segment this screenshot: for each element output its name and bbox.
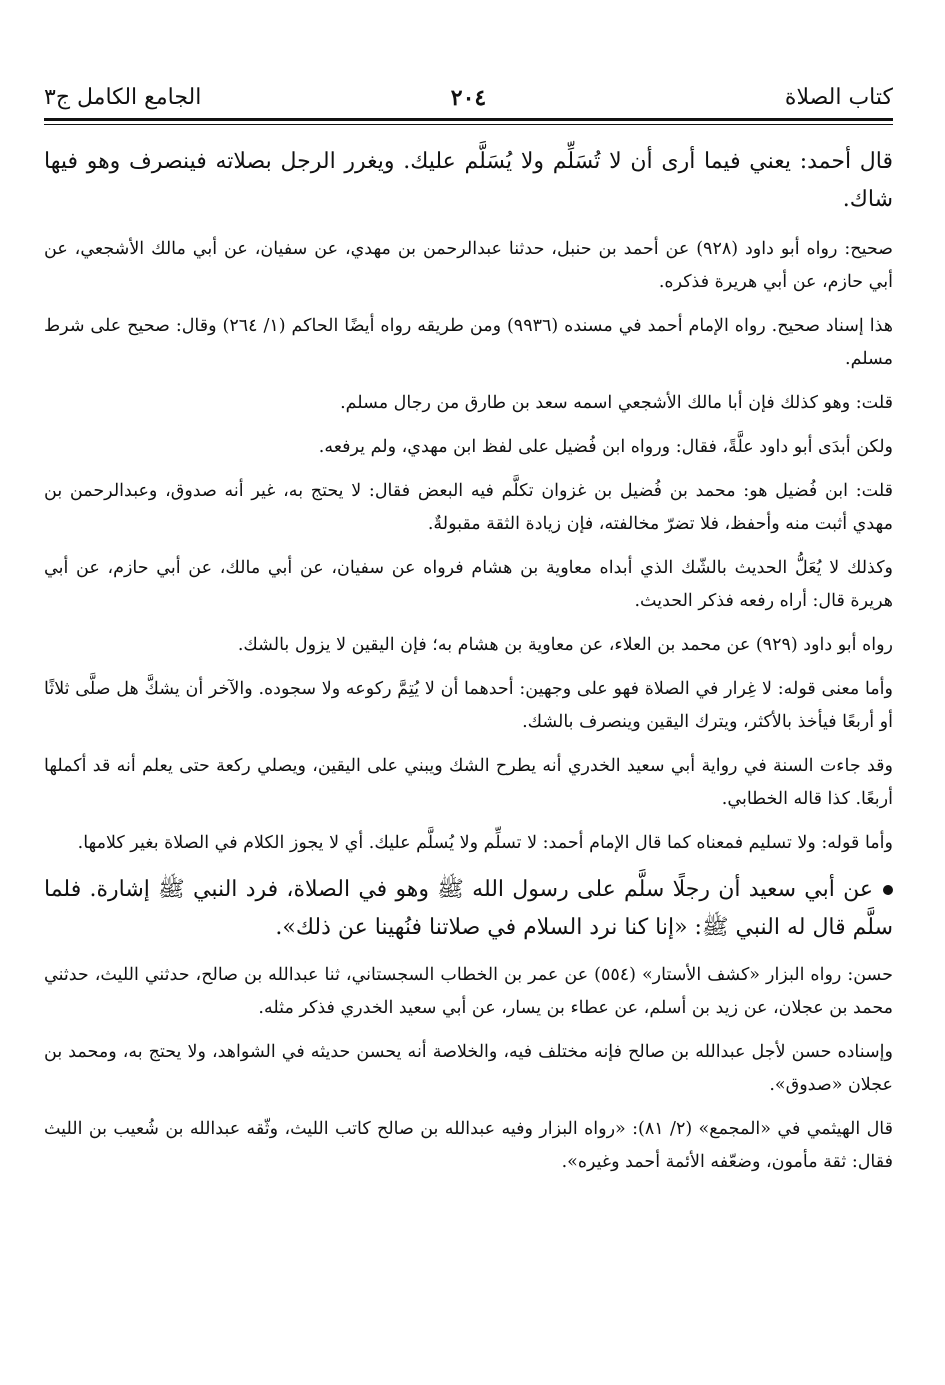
page-number: ٢٠٤ xyxy=(450,85,487,111)
paragraph-4: قلت: وهو كذلك فإن أبا مالك الأشجعي اسمه سعد بن طارق من رجال مسلم. xyxy=(340,393,893,413)
book-page xyxy=(44,78,893,1365)
paragraph-11: وأما قوله: ولا تسليم فمعناه كما قال الإمام أحمد: لا تسلِّم ولا يُسلَّم عليك. أي لا يجوز الكلام في الصلاة بغير كلامها. xyxy=(77,833,893,853)
paragraph-2: صحيح: رواه أبو داود (٩٢٨) عن أحمد بن حنبل، حدثنا عبدالرحمن بن مهدي، عن سفيان، عن أبي مالك الأشجعي، عن أبي حازم، عن أبي هريرة فذكره. xyxy=(44,239,893,292)
bullet-icon xyxy=(883,885,893,895)
paragraph-6: قلت: ابن فُضيل هو: محمد بن فُضيل بن غزوان تكلَّم فيه البعض فقال: لا يحتج به، غير أنه صدوق، وعبدالرحمن بن مهدي أثبت منه وأحفظ، فلا تضرّ مخالفته، فإن زيادة الثقة مقبولةٌ. xyxy=(44,481,893,534)
paragraph-7: وكذلك لا يُعَلُّ الحديث بالشّك الذي أبداه معاوية بن هشام فرواه عن سفيان، عن أبي مالك، عن أبي حازم، عن أبي هريرة قال: أراه رفعه فذكر الحديث. xyxy=(44,558,893,611)
book-title: الجامع الكامل ج٣ xyxy=(44,85,202,110)
paragraph-14: وإسناده حسن لأجل عبدالله بن صالح فإنه مختلف فيه، والخلاصة أنه يحسن حديثه في الشواهد، ولا يحتج به، ومحمد بن عجلان «صدوق». xyxy=(44,1042,893,1095)
paragraph-8: رواه أبو داود (٩٢٩) عن محمد بن العلاء، عن معاوية بن هشام به؛ فإن اليقين لا يزول بالشك. xyxy=(237,635,893,655)
paragraph-13: حسن: رواه البزار «كشف الأستار» (٥٥٤) عن عمر بن الخطاب السجستاني، ثنا عبدالله بن صالح، حدثني الليث، حدثني محمد بن عجلان، عن زيد بن أسلم، عن عطاء بن يسار، عن أبي سعيد الخدري فذكر مثله. xyxy=(44,965,893,1018)
paragraph-5: ولكن أبدَى أبو داود علَّةً، فقال: ورواه ابن فُضيل على لفظ ابن مهدي، ولم يرفعه. xyxy=(318,437,893,457)
paragraph-15: قال الهيثمي في «المجمع» (٢/ ٨١): «رواه البزار وفيه عبدالله بن صالح كاتب الليث، وثّقه عبدالله بن شُعيب بن الليث فقال: ثقة مأمون، وضعّفه الأئمة أحمد وغيره». xyxy=(44,1119,894,1172)
paragraph-3: هذا إسناد صحيح. رواه الإمام أحمد في مسنده (٩٩٣٦) ومن طريقه رواه أيضًا الحاكم (١/ ٢٦٤) وقال: صحيح على شرط مسلم. xyxy=(44,316,893,369)
chapter-title: كتاب الصلاة xyxy=(784,85,893,110)
header-rule xyxy=(44,118,893,125)
page-header xyxy=(44,78,893,118)
page-body xyxy=(44,143,893,1179)
hadith-paragraph: عن أبي سعيد أن رجلًا سلَّم على رسول الله ﷺ وهو في الصلاة، فرد النبي ﷺ إشارة. فلما سلَّم قال له النبي ﷺ: «إنا كنا نرد السلام في صلاتنا فنُهينا عن ذلك». xyxy=(44,877,893,940)
paragraph-9: وأما معنى قوله: لا غِرار في الصلاة فهو على وجهين: أحدهما أن لا يُتِمَّ ركوعه ولا سجوده. والآخر أن يشكَّ هل صلَّى ثلاثًا أو أربعًا فيأخذ بالأكثر، ويترك اليقين وينصرف بالشك. xyxy=(44,679,893,732)
paragraph-10: وقد جاءت السنة في رواية أبي سعيد الخدري أنه يطرح الشك ويبني على اليقين، ويصلي ركعة حتى يعلم أنه قد أكملها أربعًا. كذا قاله الخطابي. xyxy=(44,756,893,809)
paragraph-1: قال أحمد: يعني فيما أرى أن لا تُسَلِّم ولا يُسَلَّم عليك. ويغرر الرجل بصلاته فينصرف وهو فيها شاك. xyxy=(44,149,893,212)
